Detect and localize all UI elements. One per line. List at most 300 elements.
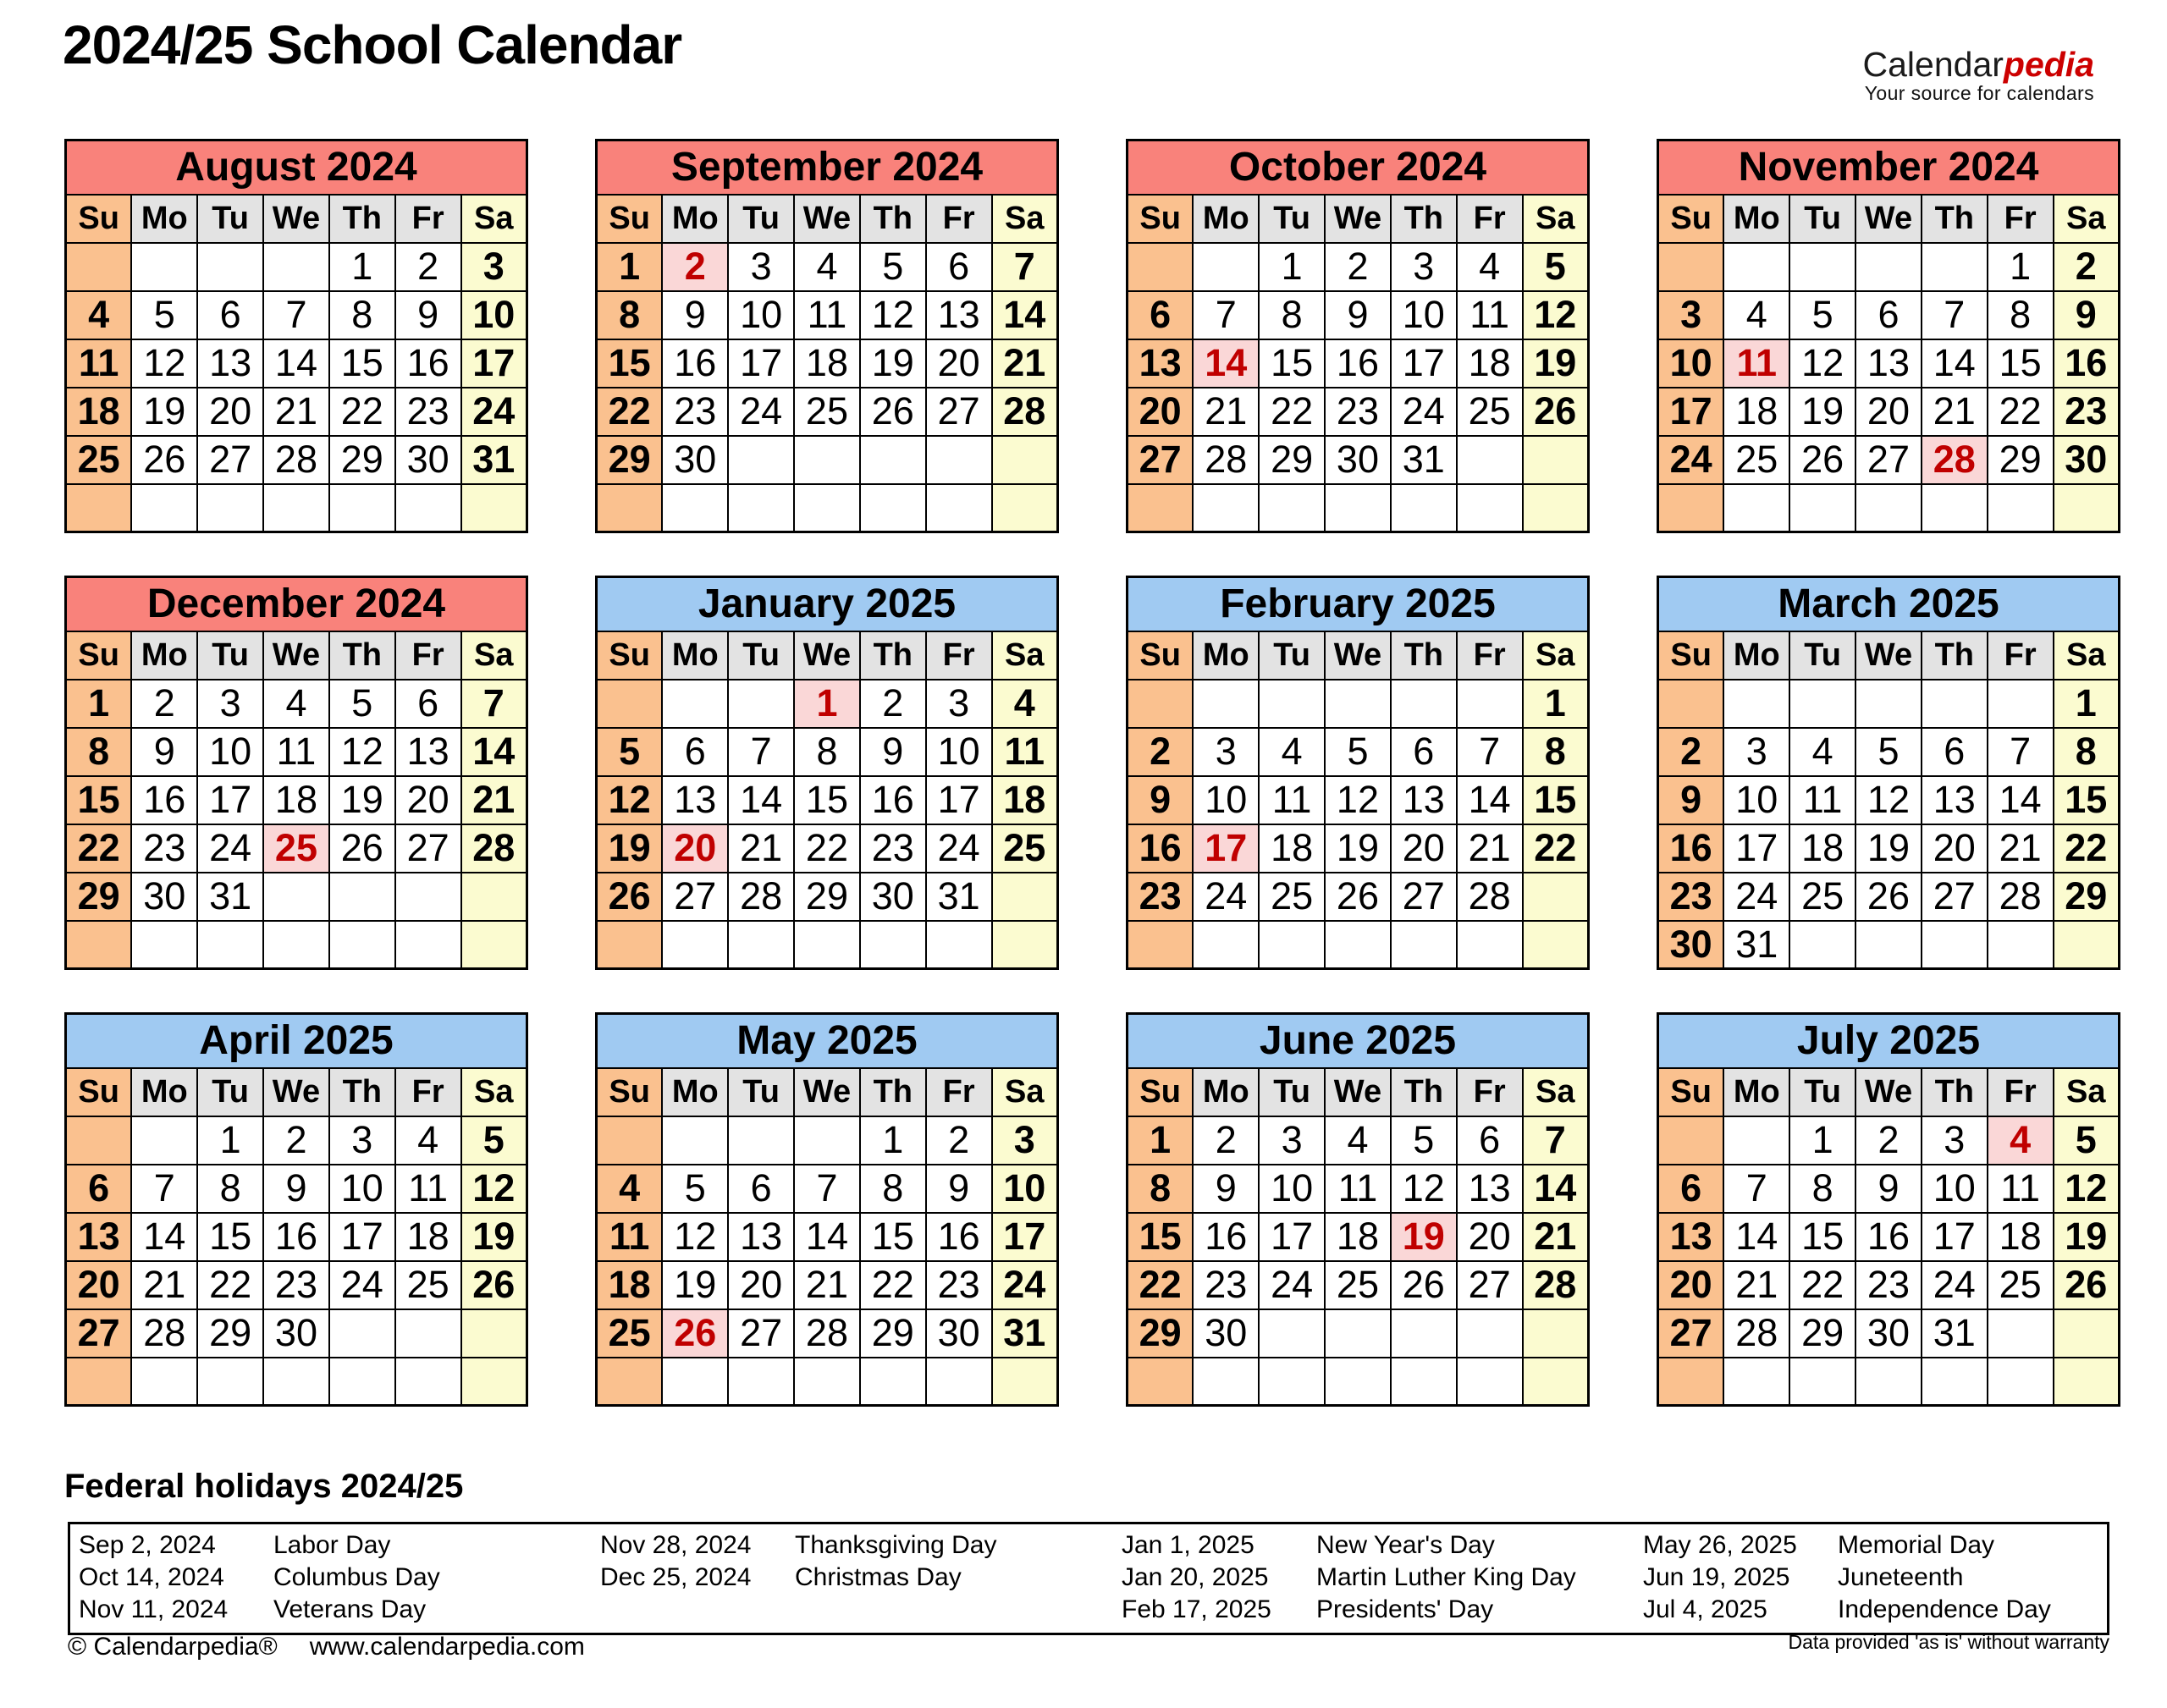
empty-cell [131, 921, 197, 969]
day-cell: 7 [1988, 728, 2054, 776]
holiday-name: Labor Day [273, 1531, 391, 1559]
day-cell: 6 [728, 1165, 794, 1213]
day-cell: 5 [2054, 1116, 2120, 1165]
day-cell: 6 [1391, 728, 1457, 776]
day-cell: 12 [1523, 291, 1589, 339]
day-cell: 10 [1193, 776, 1259, 824]
empty-cell [992, 873, 1058, 921]
empty-cell [263, 873, 329, 921]
empty-cell [926, 921, 992, 969]
day-cell: 21 [1193, 388, 1259, 436]
day-cell: 19 [1523, 339, 1589, 388]
day-cell: 9 [926, 1165, 992, 1213]
day-cell: 27 [1855, 436, 1922, 484]
day-cell: 14 [1922, 339, 1988, 388]
day-cell: 16 [131, 776, 197, 824]
empty-cell [197, 1358, 263, 1406]
day-cell: 6 [1922, 728, 1988, 776]
day-cell: 25 [1988, 1261, 2054, 1309]
day-cell: 29 [860, 1309, 926, 1358]
day-cell: 21 [728, 824, 794, 873]
month-title: December 2024 [66, 577, 527, 631]
weekday-label-su: Su [1658, 195, 1724, 243]
day-cell: 26 [131, 436, 197, 484]
weekday-label-we: We [794, 1068, 860, 1116]
day-cell: 27 [66, 1309, 132, 1358]
empty-cell [1391, 1358, 1457, 1406]
day-cell: 14 [1457, 776, 1523, 824]
empty-cell [662, 1358, 728, 1406]
day-cell: 8 [860, 1165, 926, 1213]
day-cell: 19 [1855, 824, 1922, 873]
day-cell: 22 [1128, 1261, 1194, 1309]
empty-cell [1523, 1309, 1589, 1358]
weekday-label-th: Th [329, 195, 395, 243]
empty-cell [2054, 484, 2120, 532]
empty-cell [1988, 1309, 2054, 1358]
weekday-label-fr: Fr [395, 195, 461, 243]
weekday-label-su: Su [597, 631, 663, 680]
day-cell: 17 [1723, 824, 1789, 873]
day-cell: 2 [1855, 1116, 1922, 1165]
day-cell: 8 [197, 1165, 263, 1213]
day-cell: 1 [860, 1116, 926, 1165]
day-cell: 18 [992, 776, 1058, 824]
day-cell: 17 [461, 339, 527, 388]
day-cell: 31 [461, 436, 527, 484]
day-cell: 15 [329, 339, 395, 388]
empty-cell [1855, 484, 1922, 532]
day-cell: 30 [860, 873, 926, 921]
day-cell: 29 [197, 1309, 263, 1358]
month-title: March 2025 [1658, 577, 2120, 631]
holiday-name: Memorial Day [1838, 1531, 1995, 1559]
empty-cell [1789, 680, 1855, 728]
day-cell: 11 [1325, 1165, 1391, 1213]
weekday-label-su: Su [1658, 1068, 1724, 1116]
empty-cell [66, 1116, 132, 1165]
day-cell-holiday: 25 [263, 824, 329, 873]
day-cell: 13 [1855, 339, 1922, 388]
empty-cell [1723, 1116, 1789, 1165]
day-cell: 16 [926, 1213, 992, 1261]
weekday-label-mo: Mo [131, 195, 197, 243]
weekday-label-mo: Mo [662, 195, 728, 243]
day-cell: 29 [597, 436, 663, 484]
weekday-label-we: We [1325, 631, 1391, 680]
day-cell: 26 [1789, 436, 1855, 484]
weekday-label-fr: Fr [1457, 631, 1523, 680]
day-cell: 9 [1658, 776, 1724, 824]
empty-cell [263, 243, 329, 291]
day-cell: 30 [263, 1309, 329, 1358]
day-cell: 14 [263, 339, 329, 388]
empty-cell [728, 436, 794, 484]
weekday-label-th: Th [329, 1068, 395, 1116]
empty-cell [1789, 484, 1855, 532]
weekday-label-fr: Fr [926, 195, 992, 243]
empty-cell [1193, 484, 1259, 532]
weekday-label-sa: Sa [1523, 195, 1589, 243]
day-cell: 22 [1523, 824, 1589, 873]
empty-cell [794, 921, 860, 969]
weekday-label-su: Su [1128, 631, 1194, 680]
day-cell: 18 [66, 388, 132, 436]
empty-cell [1457, 484, 1523, 532]
day-cell: 17 [926, 776, 992, 824]
empty-cell [1391, 484, 1457, 532]
day-cell: 28 [1457, 873, 1523, 921]
day-cell: 20 [926, 339, 992, 388]
empty-cell [728, 680, 794, 728]
empty-cell [1658, 484, 1724, 532]
month-title: January 2025 [597, 577, 1058, 631]
day-cell: 25 [1457, 388, 1523, 436]
day-cell: 9 [2054, 291, 2120, 339]
day-cell: 26 [329, 824, 395, 873]
day-cell: 5 [1391, 1116, 1457, 1165]
empty-cell [395, 1309, 461, 1358]
day-cell: 21 [1922, 388, 1988, 436]
day-cell: 25 [1723, 436, 1789, 484]
empty-cell [860, 1358, 926, 1406]
weekday-label-we: We [1855, 1068, 1922, 1116]
weekday-label-tu: Tu [1259, 631, 1325, 680]
holiday-name [795, 1594, 1122, 1626]
day-cell: 29 [66, 873, 132, 921]
empty-cell [1259, 1309, 1325, 1358]
day-cell: 26 [597, 873, 663, 921]
empty-cell [1193, 243, 1259, 291]
weekday-label-tu: Tu [728, 1068, 794, 1116]
empty-cell [1259, 680, 1325, 728]
day-cell-holiday: 26 [662, 1309, 728, 1358]
day-cell: 8 [1523, 728, 1589, 776]
empty-cell [329, 1358, 395, 1406]
empty-cell [66, 1358, 132, 1406]
weekday-label-th: Th [1922, 1068, 1988, 1116]
day-cell: 16 [1193, 1213, 1259, 1261]
empty-cell [1325, 1358, 1391, 1406]
day-cell: 14 [728, 776, 794, 824]
day-cell: 10 [329, 1165, 395, 1213]
day-cell: 9 [662, 291, 728, 339]
empty-cell [992, 1358, 1058, 1406]
day-cell: 12 [131, 339, 197, 388]
weekday-label-su: Su [1128, 195, 1194, 243]
day-cell: 29 [1988, 436, 2054, 484]
month-title: June 2025 [1128, 1014, 1589, 1068]
empty-cell [1855, 1358, 1922, 1406]
day-cell: 4 [1789, 728, 1855, 776]
empty-cell [860, 921, 926, 969]
weekday-label-we: We [263, 631, 329, 680]
day-cell: 1 [1523, 680, 1589, 728]
day-cell: 11 [597, 1213, 663, 1261]
day-cell: 9 [1128, 776, 1194, 824]
day-cell: 1 [329, 243, 395, 291]
empty-cell [1523, 436, 1589, 484]
brand-name-pedia: pedia [2003, 45, 2094, 84]
day-cell: 23 [131, 824, 197, 873]
day-cell: 25 [1789, 873, 1855, 921]
day-cell: 19 [1789, 388, 1855, 436]
day-cell: 10 [1922, 1165, 1988, 1213]
day-cell: 13 [926, 291, 992, 339]
empty-cell [992, 436, 1058, 484]
day-cell: 3 [197, 680, 263, 728]
day-cell: 23 [1855, 1261, 1922, 1309]
day-cell: 19 [860, 339, 926, 388]
day-cell: 29 [794, 873, 860, 921]
holiday-date [600, 1594, 795, 1626]
day-cell: 5 [597, 728, 663, 776]
day-cell: 3 [1391, 243, 1457, 291]
empty-cell [860, 436, 926, 484]
day-cell: 11 [66, 339, 132, 388]
empty-cell [2054, 1309, 2120, 1358]
empty-cell [1457, 921, 1523, 969]
day-cell: 2 [1193, 1116, 1259, 1165]
day-cell: 10 [992, 1165, 1058, 1213]
empty-cell [1658, 243, 1724, 291]
day-cell: 7 [794, 1165, 860, 1213]
empty-cell [131, 243, 197, 291]
day-cell: 4 [66, 291, 132, 339]
day-cell: 10 [728, 291, 794, 339]
day-cell: 3 [926, 680, 992, 728]
day-cell: 17 [728, 339, 794, 388]
day-cell: 23 [926, 1261, 992, 1309]
holiday-name: Christmas Day [795, 1563, 962, 1591]
day-cell: 31 [197, 873, 263, 921]
day-cell-holiday: 11 [1723, 339, 1789, 388]
site-url[interactable]: www.calendarpedia.com [309, 1633, 585, 1661]
weekday-label-tu: Tu [197, 631, 263, 680]
weekday-label-sa: Sa [461, 195, 527, 243]
empty-cell [926, 1358, 992, 1406]
day-cell: 24 [1259, 1261, 1325, 1309]
weekday-label-we: We [1325, 1068, 1391, 1116]
empty-cell [992, 484, 1058, 532]
empty-cell [1193, 1358, 1259, 1406]
day-cell: 25 [597, 1309, 663, 1358]
federal-holidays-title: Federal holidays 2024/25 [64, 1468, 464, 1505]
empty-cell [131, 484, 197, 532]
day-cell: 25 [395, 1261, 461, 1309]
empty-cell [1723, 1358, 1789, 1406]
day-cell: 24 [992, 1261, 1058, 1309]
empty-cell [597, 680, 663, 728]
day-cell: 3 [728, 243, 794, 291]
empty-cell [662, 680, 728, 728]
day-cell: 8 [597, 291, 663, 339]
month-july-2025 [1657, 1012, 2120, 1407]
empty-cell [197, 484, 263, 532]
day-cell: 15 [197, 1213, 263, 1261]
weekday-label-sa: Sa [461, 631, 527, 680]
day-cell: 30 [1193, 1309, 1259, 1358]
empty-cell [1193, 921, 1259, 969]
empty-cell [461, 1358, 527, 1406]
day-cell: 26 [1391, 1261, 1457, 1309]
months-grid [64, 139, 2120, 1407]
holiday-name: Veterans Day [273, 1595, 427, 1623]
day-cell: 16 [860, 776, 926, 824]
day-cell: 22 [794, 824, 860, 873]
day-cell: 13 [1128, 339, 1194, 388]
day-cell: 16 [662, 339, 728, 388]
weekday-label-we: We [794, 195, 860, 243]
weekday-label-tu: Tu [1789, 195, 1855, 243]
day-cell: 10 [926, 728, 992, 776]
day-cell: 10 [461, 291, 527, 339]
day-cell: 31 [992, 1309, 1058, 1358]
day-cell: 25 [1259, 873, 1325, 921]
day-cell: 19 [461, 1213, 527, 1261]
day-cell: 15 [66, 776, 132, 824]
weekday-label-sa: Sa [1523, 631, 1589, 680]
weekday-label-th: Th [860, 631, 926, 680]
empty-cell [794, 484, 860, 532]
weekday-label-tu: Tu [728, 195, 794, 243]
day-cell: 24 [461, 388, 527, 436]
day-cell: 23 [860, 824, 926, 873]
weekday-label-su: Su [66, 195, 132, 243]
weekday-label-sa: Sa [992, 195, 1058, 243]
day-cell: 12 [1855, 776, 1922, 824]
day-cell: 7 [728, 728, 794, 776]
weekday-label-we: We [263, 195, 329, 243]
day-cell: 30 [1658, 921, 1724, 969]
day-cell: 28 [263, 436, 329, 484]
empty-cell [1789, 1358, 1855, 1406]
weekday-label-mo: Mo [662, 1068, 728, 1116]
day-cell: 23 [1325, 388, 1391, 436]
day-cell: 27 [1922, 873, 1988, 921]
day-cell-holiday: 1 [794, 680, 860, 728]
day-cell: 4 [395, 1116, 461, 1165]
empty-cell [597, 921, 663, 969]
day-cell: 27 [662, 873, 728, 921]
month-title: October 2024 [1128, 140, 1589, 195]
day-cell: 22 [860, 1261, 926, 1309]
day-cell: 27 [1128, 436, 1194, 484]
empty-cell [329, 484, 395, 532]
empty-cell [1922, 484, 1988, 532]
day-cell: 3 [1193, 728, 1259, 776]
empty-cell [926, 436, 992, 484]
day-cell: 20 [197, 388, 263, 436]
day-cell: 6 [197, 291, 263, 339]
day-cell: 8 [1259, 291, 1325, 339]
month-title: July 2025 [1658, 1014, 2120, 1068]
day-cell: 16 [263, 1213, 329, 1261]
empty-cell [131, 1358, 197, 1406]
empty-cell [728, 1116, 794, 1165]
empty-cell [329, 1309, 395, 1358]
empty-cell [1457, 680, 1523, 728]
day-cell: 21 [1457, 824, 1523, 873]
day-cell: 23 [395, 388, 461, 436]
weekday-label-mo: Mo [1193, 195, 1259, 243]
empty-cell [794, 436, 860, 484]
day-cell: 13 [1391, 776, 1457, 824]
day-cell: 13 [728, 1213, 794, 1261]
day-cell: 26 [1523, 388, 1589, 436]
day-cell: 24 [1922, 1261, 1988, 1309]
weekday-label-th: Th [329, 631, 395, 680]
empty-cell [1658, 680, 1724, 728]
month-title: April 2025 [66, 1014, 527, 1068]
day-cell: 13 [395, 728, 461, 776]
day-cell: 19 [2054, 1213, 2120, 1261]
weekday-label-sa: Sa [461, 1068, 527, 1116]
empty-cell [1922, 680, 1988, 728]
day-cell: 17 [197, 776, 263, 824]
weekday-label-fr: Fr [395, 631, 461, 680]
weekday-label-th: Th [1391, 1068, 1457, 1116]
day-cell: 9 [1855, 1165, 1922, 1213]
day-cell: 8 [66, 728, 132, 776]
empty-cell [1922, 1358, 1988, 1406]
month-march-2025 [1657, 576, 2120, 970]
weekday-label-mo: Mo [131, 631, 197, 680]
day-cell: 12 [2054, 1165, 2120, 1213]
day-cell: 21 [794, 1261, 860, 1309]
federal-holidays-box [68, 1522, 2109, 1635]
day-cell: 13 [1922, 776, 1988, 824]
month-may-2025 [595, 1012, 1059, 1407]
month-title: May 2025 [597, 1014, 1058, 1068]
day-cell: 7 [131, 1165, 197, 1213]
day-cell: 3 [461, 243, 527, 291]
weekday-label-th: Th [860, 1068, 926, 1116]
day-cell: 26 [1325, 873, 1391, 921]
weekday-label-we: We [263, 1068, 329, 1116]
day-cell: 12 [329, 728, 395, 776]
day-cell: 4 [597, 1165, 663, 1213]
weekday-label-th: Th [1922, 631, 1988, 680]
day-cell: 29 [2054, 873, 2120, 921]
day-cell: 4 [1457, 243, 1523, 291]
day-cell: 6 [66, 1165, 132, 1213]
weekday-label-tu: Tu [1259, 1068, 1325, 1116]
weekday-label-th: Th [1922, 195, 1988, 243]
day-cell: 31 [926, 873, 992, 921]
empty-cell [1325, 921, 1391, 969]
day-cell: 10 [1658, 339, 1724, 388]
empty-cell [1457, 1309, 1523, 1358]
day-cell: 15 [794, 776, 860, 824]
empty-cell [1325, 484, 1391, 532]
holiday-date: Oct 14, 2024 [79, 1563, 224, 1591]
day-cell: 28 [131, 1309, 197, 1358]
day-cell: 13 [662, 776, 728, 824]
day-cell: 17 [992, 1213, 1058, 1261]
brand-logo [1863, 46, 2094, 104]
day-cell: 11 [1457, 291, 1523, 339]
day-cell: 12 [662, 1213, 728, 1261]
day-cell: 21 [461, 776, 527, 824]
empty-cell [1922, 921, 1988, 969]
day-cell: 22 [329, 388, 395, 436]
day-cell: 23 [1128, 873, 1194, 921]
empty-cell [263, 484, 329, 532]
weekday-label-tu: Tu [1789, 1068, 1855, 1116]
day-cell: 21 [1988, 824, 2054, 873]
weekday-label-su: Su [1658, 631, 1724, 680]
